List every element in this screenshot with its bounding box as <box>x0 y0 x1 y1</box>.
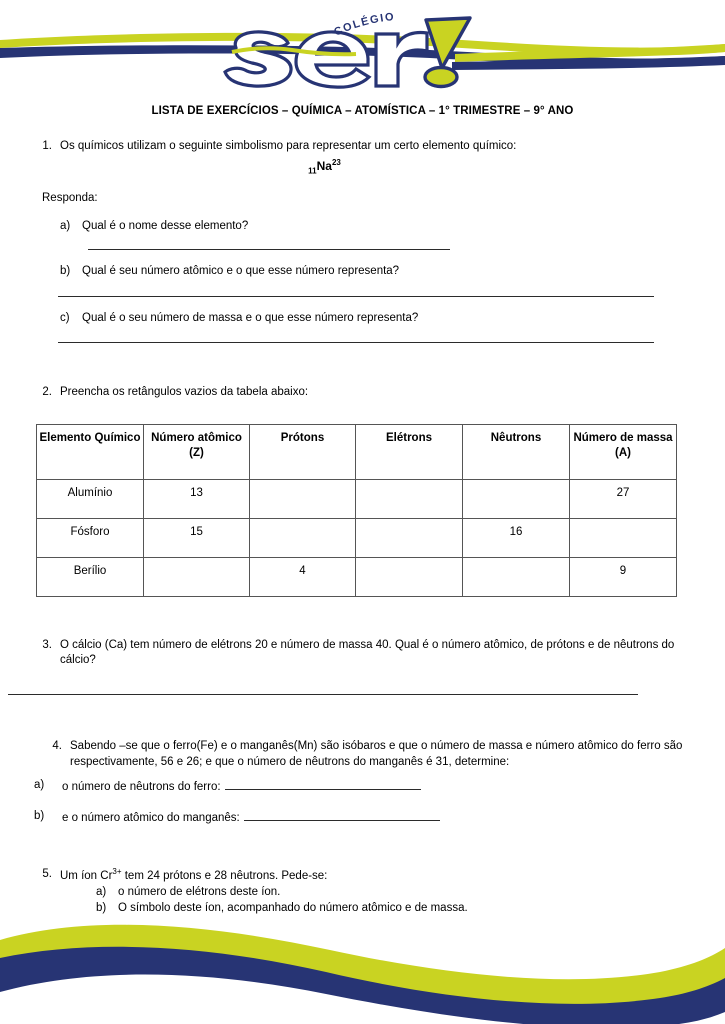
cell-element: Alumínio <box>37 479 144 518</box>
question-2 <box>34 385 695 401</box>
answer-line-1c[interactable] <box>58 342 654 343</box>
table-header-protons: Prótons <box>250 424 356 479</box>
question-2-text: Preencha os retângulos vazios da tabela abaixo: <box>60 386 309 399</box>
answer-line-1b[interactable] <box>58 296 654 297</box>
answer-blank-4a[interactable] <box>225 778 421 790</box>
question-5-text <box>60 867 695 884</box>
question-5 <box>34 867 695 884</box>
colegio-ser-logo <box>225 11 470 87</box>
question-4-number: 4. <box>52 740 62 752</box>
cell-neutrons[interactable] <box>463 557 570 596</box>
table-row <box>37 557 677 596</box>
question-2-block <box>0 385 725 401</box>
question-1 <box>34 139 695 155</box>
responda-label: Responda: <box>42 191 98 204</box>
question-4b-letter: b) <box>34 810 45 823</box>
header-banner <box>0 0 725 96</box>
question-1c-text: Qual é o seu número de massa e o que esse número representa? <box>82 311 419 324</box>
atomic-structure-table <box>36 424 677 597</box>
question-1c-letter: c) <box>60 311 70 324</box>
question-1-subitems <box>0 219 725 344</box>
question-4a-text: o número de nêutrons do ferro: <box>62 780 221 793</box>
cell-neutrons[interactable] <box>463 479 570 518</box>
cell-z[interactable]: 13 <box>144 479 250 518</box>
question-1-text: Os químicos utilizam o seguinte simbolismo para representar um certo elemento químico: <box>60 140 517 152</box>
question-5a-letter: a) <box>96 886 107 899</box>
cell-mass[interactable]: 9 <box>570 557 677 596</box>
question-4b-body <box>62 809 725 826</box>
question-1-number: 1. <box>42 140 52 152</box>
cell-z[interactable]: 15 <box>144 518 250 557</box>
cell-electrons[interactable] <box>356 479 463 518</box>
table-header-numero-z: Número atômico (Z) <box>144 424 250 479</box>
question-1b-text: Qual é seu número atômico e o que esse número representa? <box>82 265 400 278</box>
svg-text:COLÉGIO: COLÉGIO <box>332 10 396 39</box>
table-row <box>37 479 677 518</box>
answer-line-3[interactable] <box>8 694 638 695</box>
question-5-number: 5. <box>42 867 52 880</box>
question-4 <box>44 739 713 770</box>
cell-mass[interactable]: 27 <box>570 479 677 518</box>
cell-z[interactable] <box>144 557 250 596</box>
question-5-lead-after: tem 24 prótons e 28 nêutrons. Pede-se: <box>121 869 328 882</box>
question-4-subitems <box>0 778 725 827</box>
question-4-block <box>0 739 725 770</box>
question-3-block <box>0 638 725 669</box>
table-header-elemento: Elemento Químico <box>37 424 144 479</box>
table-header-eletrons: Elétrons <box>356 424 463 479</box>
question-5a-text: o número de elétrons deste íon. <box>118 886 281 899</box>
page-title: LISTA DE EXERCÍCIOS – QUÍMICA – ATOMÍSTICA – 1° TRIMESTRE – 9° ANO <box>151 105 574 117</box>
cell-neutrons[interactable]: 16 <box>463 518 570 557</box>
cell-protons[interactable] <box>250 518 356 557</box>
question-1a-letter: a) <box>60 219 71 232</box>
question-2-number: 2. <box>42 386 52 399</box>
question-1b <box>60 264 725 280</box>
question-5-lead-before: Um íon Cr <box>60 869 113 882</box>
question-5b-text: O símbolo deste íon, acompanhado do número atômico e de massa. <box>118 902 468 915</box>
answer-line-1a[interactable] <box>88 249 450 250</box>
cell-element: Berílio <box>37 557 144 596</box>
question-1-block <box>0 139 725 175</box>
question-4a <box>34 778 725 795</box>
footer-banner <box>0 888 725 1024</box>
question-5b-letter: b) <box>96 902 107 915</box>
question-1c <box>60 311 725 327</box>
cell-protons[interactable] <box>250 479 356 518</box>
answer-blank-4b[interactable] <box>244 809 440 821</box>
question-1b-letter: b) <box>60 265 71 278</box>
isotope-symbol: Na <box>316 158 332 173</box>
cell-electrons[interactable] <box>356 557 463 596</box>
question-3 <box>34 638 695 669</box>
question-4-text: Sabendo –se que o ferro(Fe) e o manganês(Mn) são isóbaros e que o número de massa e número atômico do ferro são respectivamente, 56 e 26; e que o número de nêutrons do manganês é 31, determine: <box>70 740 683 768</box>
worksheet-content <box>0 96 725 917</box>
isotope-atomic-number: 11 <box>308 165 317 175</box>
question-4b-text: e o número atômico do manganês: <box>62 812 240 825</box>
sodium-isotope-notation <box>34 158 695 175</box>
table-row <box>37 518 677 557</box>
question-4a-letter: a) <box>34 779 45 792</box>
question-4b <box>34 809 725 826</box>
question-3-number: 3. <box>42 638 52 651</box>
header-decoration-svg <box>0 0 725 96</box>
table-header-massa-a: Número de massa (A) <box>570 424 677 479</box>
question-1a-text: Qual é o nome desse elemento? <box>82 219 249 232</box>
question-4a-body <box>62 778 725 795</box>
table-header-neutrons: Nêutrons <box>463 424 570 479</box>
question-1a <box>60 219 725 235</box>
chromium-ion-charge: 3+ <box>112 866 122 876</box>
cell-element: Fósforo <box>37 518 144 557</box>
cell-protons[interactable]: 4 <box>250 557 356 596</box>
isotope-mass-number: 23 <box>331 157 341 167</box>
cell-electrons[interactable] <box>356 518 463 557</box>
table-header-row <box>37 424 677 479</box>
cell-mass[interactable] <box>570 518 677 557</box>
question-3-text: O cálcio (Ca) tem número de elétrons 20 e número de massa 40. Qual é o número atômico, de prótons e de nêutrons do cálcio? <box>60 638 675 667</box>
footer-decoration-svg <box>0 888 725 1024</box>
logo-exclamation-dot <box>425 68 457 87</box>
